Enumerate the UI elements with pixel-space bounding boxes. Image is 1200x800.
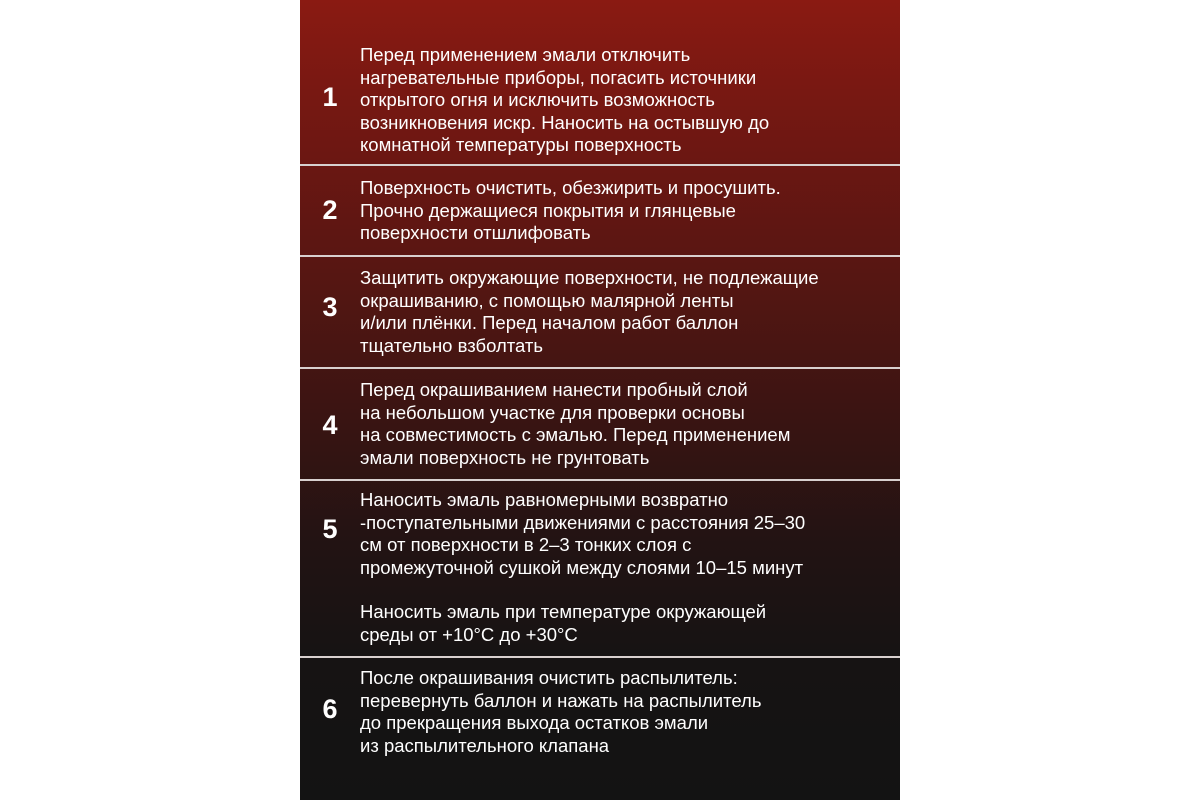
- step-text: Поверхность очистить, обезжирить и просушить. Прочно держащиеся покрытия и глянцевые поверхности отшлифовать: [360, 177, 781, 243]
- step-note: Наносить эмаль при температуре окружающей среды от +10°C до +30°C: [360, 601, 767, 645]
- step-text: Наносить эмаль равномерными возвратно -поступательными движениями с расстояния 25–30 см от поверхности в 2–3 тонких слоя с промежуточной сушкой между слоями 10–15 минут: [360, 489, 806, 578]
- step-number: 2: [322, 195, 338, 225]
- step-text: Перед окрашиванием нанести пробный слой на небольшом участке для проверки основы на совместимость с эмалью. Перед применением эмали поверхность не грунтовать: [360, 379, 791, 468]
- step-number: 4: [322, 410, 338, 440]
- instructions-panel: [300, 0, 900, 800]
- step-number: 5: [322, 514, 338, 544]
- divider: [300, 255, 900, 257]
- step-number: 1: [322, 82, 338, 112]
- step-number: 3: [322, 292, 338, 322]
- step-text: После окрашивания очистить распылитель: перевернуть баллон и нажать на распылитель до прекращения выхода остатков эмали из распылительного клапана: [360, 667, 762, 756]
- divider: [300, 164, 900, 166]
- divider: [300, 479, 900, 481]
- divider: [300, 656, 900, 658]
- divider: [300, 367, 900, 369]
- step-text: Перед применением эмали отключить нагревательные приборы, погасить источники открытого огня и исключить возможность возникновения искр. Наносить на остывшую до комнатной температуры поверхность: [360, 44, 770, 155]
- step-text: Защитить окружающие поверхности, не подлежащие окрашиванию, с помощью малярной ленты и/или плёнки. Перед началом работ баллон тщательно взболтать: [360, 267, 819, 356]
- step-number: 6: [322, 694, 338, 724]
